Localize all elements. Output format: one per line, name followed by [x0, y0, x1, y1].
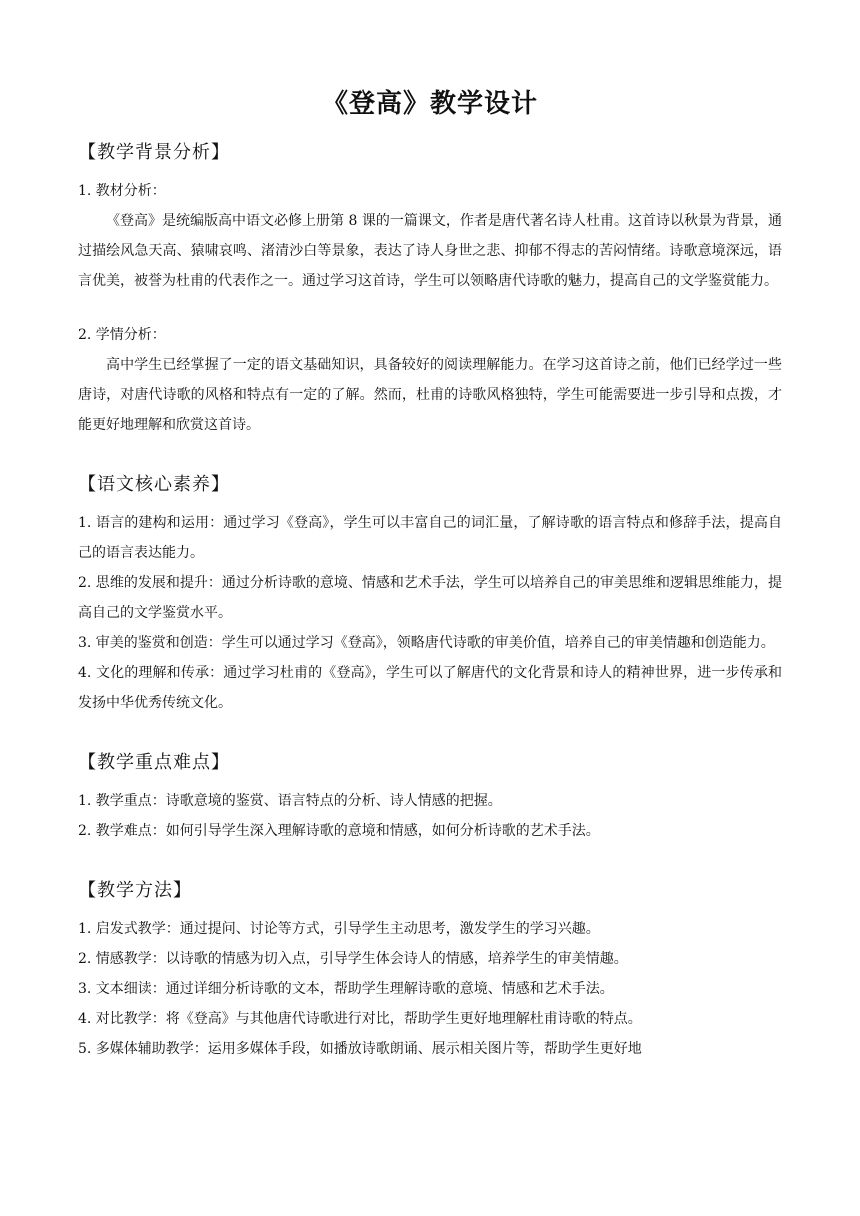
method-item: 5. 多媒体辅助教学：运用多媒体手段，如播放诗歌朗诵、展示相关图片等，帮助学生更好地 — [78, 1041, 642, 1057]
literacy-item: 3. 审美的鉴赏和创造：学生可以通过学习《登高》，领略唐代诗歌的审美价值，培养自己的审美情趣和创造能力。 — [78, 635, 775, 651]
literacy-item: 2. 思维的发展和提升：通过分析诗歌的意境、情感和艺术手法，学生可以培养自己的审美思维和逻辑思维能力，提高自己的文学鉴赏水平。 — [78, 575, 782, 621]
method-item: 2. 情感教学：以诗歌的情感为切入点，引导学生体会诗人的情感，培养学生的审美情趣。 — [78, 951, 628, 967]
document-page — [78, 84, 782, 1064]
keypoint-item: 2. 教学难点：如何引导学生深入理解诗歌的意境和情感，如何分析诗歌的艺术手法。 — [78, 823, 600, 839]
textbook-analysis-label: 1. 教材分析： — [78, 183, 166, 199]
method-item: 4. 对比教学：将《登高》与其他唐代诗歌进行对比，帮助学生更好地理解杜甫诗歌的特点。 — [78, 1011, 642, 1027]
section-background — [78, 138, 782, 440]
section-heading-methods: 【教学方法】 — [78, 880, 192, 901]
method-item: 1. 启发式教学：通过提问、讨论等方式，引导学生主动思考，激发学生的学习兴趣。 — [78, 921, 600, 937]
section-keypoints — [78, 748, 782, 846]
section-literacy — [78, 470, 782, 718]
section-heading-keypoints: 【教学重点难点】 — [78, 752, 230, 773]
method-item: 3. 文本细读：通过详细分析诗歌的文本，帮助学生理解诗歌的意境、情感和艺术手法。 — [78, 981, 614, 997]
literacy-item: 4. 文化的理解和传承：通过学习杜甫的《登高》，学生可以了解唐代的文化背景和诗人的精神世界，进一步传承和发扬中华优秀传统文化。 — [78, 665, 782, 711]
document-title: 《登高》教学设计 — [321, 89, 538, 119]
literacy-item: 1. 语言的建构和运用：通过学习《登高》，学生可以丰富自己的词汇量，了解诗歌的语言特点和修辞手法，提高自己的语言表达能力。 — [78, 515, 782, 561]
section-heading-background: 【教学背景分析】 — [78, 142, 230, 163]
section-heading-literacy: 【语文核心素养】 — [78, 474, 230, 495]
textbook-analysis-text: 《登高》是统编版高中语文必修上册第 8 课的一篇课文，作者是唐代著名诗人杜甫。这首诗以秋景为背景，通过描绘风急天高、猿啸哀鸣、渚清沙白等景象，表达了诗人身世之悲、抑郁不得志的苦闷情绪。诗歌意境深远，语言优美，被誉为杜甫的代表作之一。通过学习这首诗，学生可以领略唐代诗歌的魅力，提高自己的文学鉴赏能力。 — [78, 213, 782, 289]
keypoint-item: 1. 教学重点：诗歌意境的鉴赏、语言特点的分析、诗人情感的把握。 — [78, 793, 502, 809]
student-analysis-label: 2. 学情分析： — [78, 327, 166, 343]
section-methods — [78, 876, 782, 1064]
student-analysis-text: 高中学生已经掌握了一定的语文基础知识，具备较好的阅读理解能力。在学习这首诗之前，他们已经学过一些唐诗，对唐代诗歌的风格和特点有一定的了解。然而，杜甫的诗歌风格独特，学生可能需要进一步引导和点拨，才能更好地理解和欣赏这首诗。 — [78, 357, 782, 433]
